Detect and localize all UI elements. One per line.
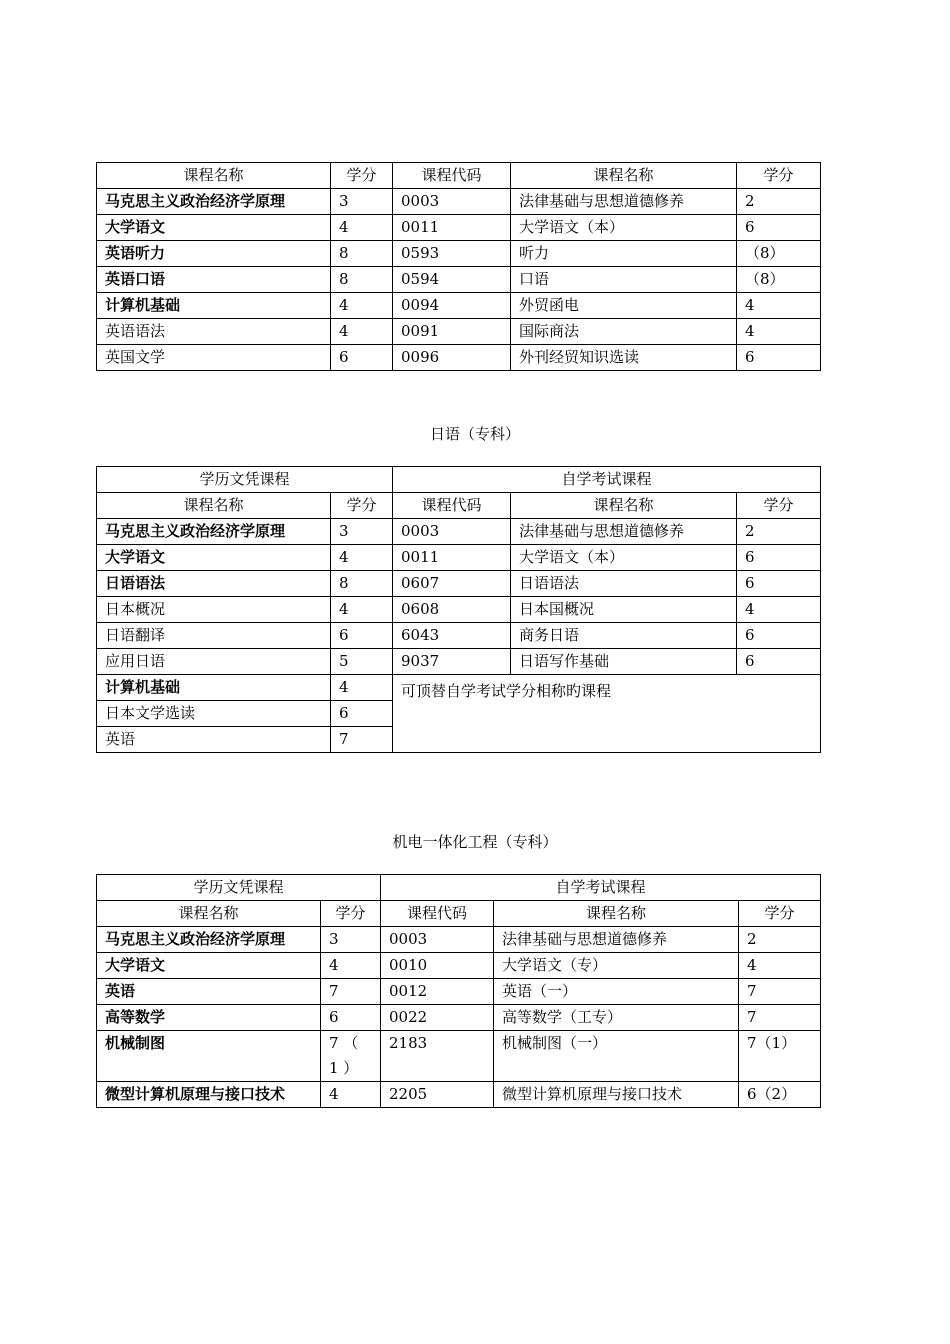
course-code-cell: 0594 (393, 267, 511, 293)
exam-course-name-cell: 日语语法 (511, 571, 737, 597)
exam-credit-cell: 6 (737, 571, 821, 597)
table-row (97, 293, 821, 319)
course-name-cell: 英语听力 (97, 241, 331, 267)
table-body (97, 875, 821, 1108)
table-row (97, 267, 821, 293)
substitution-note-cell: 可顶替自学考试学分相称旳课程 (393, 675, 821, 753)
table-header-row (97, 901, 821, 927)
exam-credit-cell: （8） (737, 241, 821, 267)
exam-course-name-cell: 高等数学（工专） (494, 1005, 739, 1031)
table-row (97, 215, 821, 241)
course-code-cell: 0003 (393, 519, 511, 545)
exam-credit-cell: 7（1） (739, 1031, 821, 1082)
group-header-self-exam: 自学考试课程 (393, 467, 821, 493)
table-row (97, 1031, 821, 1082)
header-course-name: 课程名称 (97, 901, 321, 927)
table-header-row (97, 493, 821, 519)
section-title-japanese: 日语（专科） (429, 425, 520, 443)
exam-course-name-cell: 法律基础与思想道德修养 (511, 519, 737, 545)
course-code-cell: 6043 (393, 623, 511, 649)
exam-course-name-cell: 微型计算机原理与接口技术 (494, 1082, 739, 1108)
header-course-code: 课程代码 (381, 901, 494, 927)
course-name-cell: 日本文学选读 (97, 701, 331, 727)
course-name-cell: 微型计算机原理与接口技术 (97, 1082, 321, 1108)
header-course-code: 课程代码 (393, 163, 511, 189)
exam-credit-cell: 4 (737, 597, 821, 623)
table-row (97, 979, 821, 1005)
header-credit: 学分 (321, 901, 381, 927)
course-code-cell: 0091 (393, 319, 511, 345)
table-row (97, 241, 821, 267)
course-name-cell: 机械制图 (97, 1031, 321, 1082)
course-name-cell: 英语口语 (97, 267, 331, 293)
table-row (97, 649, 821, 675)
exam-credit-cell: 2 (739, 927, 821, 953)
table-row (97, 953, 821, 979)
exam-course-name-cell: 外刊经贸知识选读 (511, 345, 737, 371)
exam-credit-cell: （8） (737, 267, 821, 293)
exam-course-name-cell: 机械制图（一） (494, 1031, 739, 1082)
exam-course-name-cell: 日本国概况 (511, 597, 737, 623)
course-table-japanese (96, 466, 821, 753)
table-row (97, 675, 821, 701)
exam-credit-cell: 2 (737, 519, 821, 545)
course-code-cell: 0096 (393, 345, 511, 371)
header-course-code: 课程代码 (393, 493, 511, 519)
group-header-diploma: 学历文凭课程 (97, 467, 393, 493)
course-name-cell: 计算机基础 (97, 675, 331, 701)
table-row (97, 1082, 821, 1108)
group-header-diploma: 学历文凭课程 (97, 875, 381, 901)
exam-course-name-cell: 国际商法 (511, 319, 737, 345)
course-name-cell: 大学语文 (97, 545, 331, 571)
exam-credit-cell: 6（2） (739, 1082, 821, 1108)
exam-credit-cell: 6 (737, 545, 821, 571)
course-code-cell: 0011 (393, 545, 511, 571)
exam-credit-cell: 2 (737, 189, 821, 215)
table-row (97, 927, 821, 953)
course-table-mechatronics (96, 874, 821, 1108)
credit-cell: 3 (331, 519, 393, 545)
exam-credit-cell: 4 (737, 293, 821, 319)
credit-cell: 4 (331, 293, 393, 319)
course-name-cell: 计算机基础 (97, 293, 331, 319)
exam-course-name-cell: 法律基础与思想道德修养 (511, 189, 737, 215)
table-row (97, 597, 821, 623)
credit-cell: 3 (321, 927, 381, 953)
credit-cell: 4 (331, 675, 393, 701)
exam-credit-cell: 6 (737, 623, 821, 649)
course-name-cell: 大学语文 (97, 953, 321, 979)
table-row (97, 319, 821, 345)
credit-cell: 4 (321, 1082, 381, 1108)
exam-course-name-cell: 商务日语 (511, 623, 737, 649)
credit-cell: 7 （ 1 ） (321, 1031, 381, 1082)
table-body (97, 163, 821, 371)
course-code-cell: 0003 (381, 927, 494, 953)
course-name-cell: 英语语法 (97, 319, 331, 345)
exam-credit-cell: 4 (739, 953, 821, 979)
table-row (97, 623, 821, 649)
credit-cell: 7 (331, 727, 393, 753)
header-credit: 学分 (331, 493, 393, 519)
group-header-row (97, 875, 821, 901)
course-name-cell: 英语 (97, 727, 331, 753)
credit-cell: 4 (331, 319, 393, 345)
course-code-cell: 0010 (381, 953, 494, 979)
table-row (97, 189, 821, 215)
course-code-cell: 9037 (393, 649, 511, 675)
course-name-cell: 日语语法 (97, 571, 331, 597)
exam-credit-cell: 6 (737, 649, 821, 675)
credit-cell: 3 (331, 189, 393, 215)
credit-cell: 6 (321, 1005, 381, 1031)
credit-cell: 6 (331, 701, 393, 727)
course-name-cell: 大学语文 (97, 215, 331, 241)
course-code-cell: 0607 (393, 571, 511, 597)
course-code-cell: 0094 (393, 293, 511, 319)
credit-cell: 6 (331, 623, 393, 649)
course-code-cell: 0003 (393, 189, 511, 215)
table-body (97, 467, 821, 753)
credit-cell: 4 (331, 597, 393, 623)
exam-course-name-cell: 大学语文（专） (494, 953, 739, 979)
exam-course-name-cell: 英语（一） (494, 979, 739, 1005)
credit-cell: 7 (321, 979, 381, 1005)
group-header-row (97, 467, 821, 493)
course-name-cell: 英语 (97, 979, 321, 1005)
exam-course-name-cell: 大学语文（本） (511, 215, 737, 241)
header-exam-course-name: 课程名称 (511, 163, 737, 189)
credit-cell: 8 (331, 571, 393, 597)
credit-cell: 4 (331, 545, 393, 571)
course-name-cell: 应用日语 (97, 649, 331, 675)
credit-cell: 8 (331, 241, 393, 267)
course-name-cell: 日语翻译 (97, 623, 331, 649)
group-header-self-exam: 自学考试课程 (381, 875, 821, 901)
course-code-cell: 0608 (393, 597, 511, 623)
section-title-mechatronics: 机电一体化工程（专科） (392, 833, 558, 851)
exam-credit-cell: 7 (739, 1005, 821, 1031)
course-name-cell: 高等数学 (97, 1005, 321, 1031)
table-row (97, 571, 821, 597)
table-header-row (97, 163, 821, 189)
table-row (97, 1005, 821, 1031)
exam-credit-cell: 6 (737, 215, 821, 241)
exam-credit-cell: 6 (737, 345, 821, 371)
header-exam-credit: 学分 (739, 901, 821, 927)
course-code-cell: 0022 (381, 1005, 494, 1031)
header-exam-course-name: 课程名称 (494, 901, 739, 927)
header-credit: 学分 (331, 163, 393, 189)
header-course-name: 课程名称 (97, 163, 331, 189)
header-exam-credit: 学分 (737, 493, 821, 519)
table-row (97, 519, 821, 545)
exam-course-name-cell: 口语 (511, 267, 737, 293)
credit-cell: 4 (321, 953, 381, 979)
course-table-english (96, 162, 821, 371)
credit-cell: 8 (331, 267, 393, 293)
credit-cell: 4 (331, 215, 393, 241)
exam-course-name-cell: 法律基础与思想道德修养 (494, 927, 739, 953)
exam-course-name-cell: 外贸函电 (511, 293, 737, 319)
course-name-cell: 马克思主义政治经济学原理 (97, 927, 321, 953)
course-name-cell: 马克思主义政治经济学原理 (97, 189, 331, 215)
exam-credit-cell: 4 (737, 319, 821, 345)
header-course-name: 课程名称 (97, 493, 331, 519)
course-name-cell: 英国文学 (97, 345, 331, 371)
course-code-cell: 2183 (381, 1031, 494, 1082)
exam-course-name-cell: 听力 (511, 241, 737, 267)
header-exam-credit: 学分 (737, 163, 821, 189)
credit-cell: 5 (331, 649, 393, 675)
course-code-cell: 0011 (393, 215, 511, 241)
table-row (97, 345, 821, 371)
course-name-cell: 马克思主义政治经济学原理 (97, 519, 331, 545)
credit-cell: 6 (331, 345, 393, 371)
header-exam-course-name: 课程名称 (511, 493, 737, 519)
course-code-cell: 0012 (381, 979, 494, 1005)
course-name-cell: 日本概况 (97, 597, 331, 623)
course-code-cell: 2205 (381, 1082, 494, 1108)
course-code-cell: 0593 (393, 241, 511, 267)
exam-credit-cell: 7 (739, 979, 821, 1005)
exam-course-name-cell: 日语写作基础 (511, 649, 737, 675)
exam-course-name-cell: 大学语文（本） (511, 545, 737, 571)
table-row (97, 545, 821, 571)
